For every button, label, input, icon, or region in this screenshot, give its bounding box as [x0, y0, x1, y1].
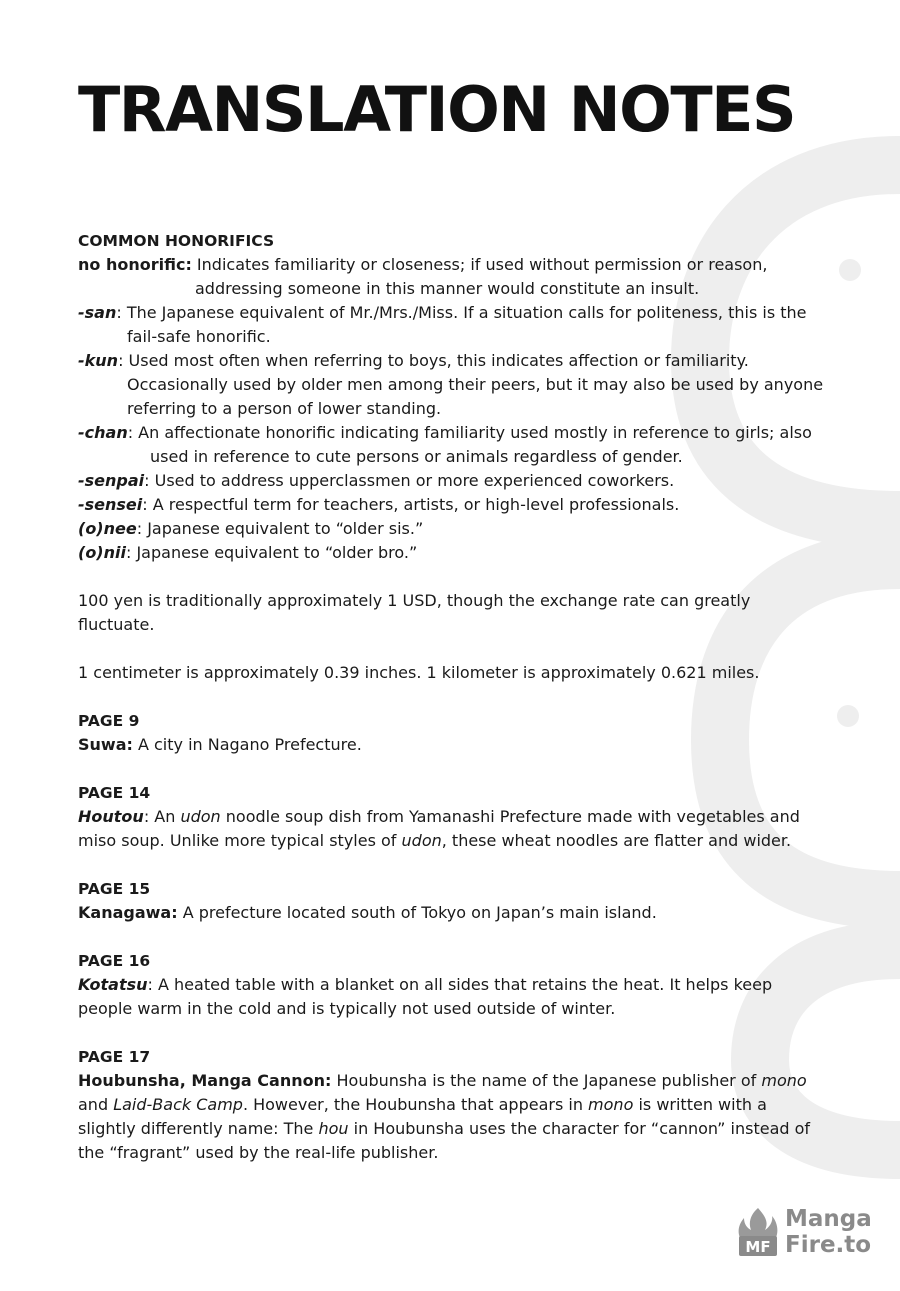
- page-title: TRANSLATION NOTES: [78, 73, 796, 146]
- note-term: Suwa:: [78, 735, 133, 754]
- note-text-segment: and: [78, 1095, 114, 1114]
- page-note: [78, 781, 828, 853]
- watermark-logo: [735, 1202, 875, 1262]
- note-term: Kanagawa:: [78, 903, 178, 922]
- page-number-heading: PAGE 15: [78, 880, 151, 898]
- page-number-heading: PAGE 16: [78, 952, 151, 970]
- honorific-definition: : Japanese equivalent to “older bro.”: [125, 543, 418, 562]
- page-number-heading: PAGE 9: [78, 712, 140, 730]
- note-text-segment: : A heated table with a blanket on all sides that retains the heat. It helps keep people warm in the cold and is typically not used outside of winter.: [78, 975, 773, 1018]
- honorific-term: -kun: [78, 351, 119, 370]
- honorific-item: [78, 301, 828, 349]
- page-note-text: [78, 1069, 828, 1165]
- honorific-item: [78, 541, 828, 565]
- flame-logo-icon: [735, 1206, 781, 1258]
- page-note: [78, 709, 828, 757]
- page-note: [78, 877, 828, 925]
- note-text-segment: : An: [143, 807, 181, 826]
- honorific-definition: : An affectionate honorific indicating familiarity used mostly in reference to girls; also used in reference to cute persons or animals regardless of gender.: [127, 423, 812, 466]
- honorific-item: [78, 493, 828, 517]
- honorific-item: [78, 517, 828, 541]
- note-term: hou: [318, 1119, 349, 1138]
- note-term: Houbunsha, Manga Cannon:: [78, 1071, 332, 1090]
- watermark-line-1: Manga: [785, 1206, 872, 1232]
- honorific-item: [78, 253, 828, 301]
- note-term: Laid-Back Camp: [113, 1095, 243, 1114]
- page-note-text: [78, 805, 828, 853]
- note-text-segment: A prefecture located south of Tokyo on Japan’s main island.: [177, 903, 657, 922]
- note-term: udon: [401, 831, 442, 850]
- honorific-term: no honorific:: [78, 255, 192, 274]
- measurement-note: 1 centimeter is approximately 0.39 inches. 1 kilometer is approximately 0.621 miles.: [78, 663, 760, 682]
- honorific-item: [78, 421, 828, 469]
- page-note-text: [78, 733, 828, 757]
- note-term: Houtou: [78, 807, 144, 826]
- honorific-term: -chan: [78, 423, 128, 442]
- page-number-heading: PAGE 14: [78, 784, 151, 802]
- page-note-text: [78, 973, 828, 1021]
- honorific-item: [78, 469, 828, 493]
- honorific-definition: : Used to address upperclassmen or more experienced coworkers.: [144, 471, 675, 490]
- note-term: mono: [761, 1071, 807, 1090]
- note-text-segment: noodle soup dish from Yamanashi Prefecture made with vegetables and miso soup. Unlike more typical styles of: [78, 807, 800, 850]
- note-text-segment: in Houbunsha uses the character for “cannon” instead of the “fragrant” used by the real-life publisher.: [78, 1119, 811, 1162]
- note-term: udon: [180, 807, 221, 826]
- note-term: mono: [588, 1095, 634, 1114]
- notes-content: [78, 229, 828, 1165]
- honorific-term: (o)nee: [78, 519, 137, 538]
- svg-text:MF: MF: [745, 1238, 771, 1256]
- page-note: [78, 949, 828, 1021]
- honorific-term: -sensei: [78, 495, 143, 514]
- honorific-definition: : A respectful term for teachers, artists, or high-level professionals.: [142, 495, 680, 514]
- honorific-definition: : Used most often when referring to boys, this indicates affection or familiarity. Occasionally used by older men among their peers, but it may also be used by anyone referring to a person of lower standing.: [118, 351, 824, 418]
- note-text-segment: . However, the Houbunsha that appears in: [242, 1095, 589, 1114]
- honorific-item: [78, 349, 828, 421]
- note-text-segment: Houbunsha is the name of the Japanese publisher of: [331, 1071, 762, 1090]
- note-text-segment: , these wheat noodles are flatter and wider.: [441, 831, 792, 850]
- page-note-text: [78, 901, 828, 925]
- currency-note: 100 yen is traditionally approximately 1 USD, though the exchange rate can greatly fluctuate.: [78, 591, 751, 634]
- watermark-line-2: Fire.to: [785, 1232, 872, 1258]
- note-text-segment: A city in Nagano Prefecture.: [132, 735, 362, 754]
- honorific-term: (o)nii: [78, 543, 126, 562]
- note-term: Kotatsu: [78, 975, 148, 994]
- page-notes-list: [78, 709, 828, 1165]
- honorific-definition: : Japanese equivalent to “older sis.”: [136, 519, 424, 538]
- honorific-term: -san: [78, 303, 117, 322]
- honorifics-heading: COMMON HONORIFICS: [78, 232, 275, 250]
- honorific-definition: : The Japanese equivalent of Mr./Mrs./Miss. If a situation calls for politeness, this is the fail-safe honorific.: [116, 303, 807, 346]
- page-note: [78, 1045, 828, 1165]
- note-text-segment: is written with a slightly differently name: The: [78, 1095, 767, 1138]
- honorific-term: -senpai: [78, 471, 145, 490]
- honorific-definition: Indicates familiarity or closeness; if used without permission or reason, addressing someone in this manner would constitute an insult.: [191, 255, 768, 298]
- page-number-heading: PAGE 17: [78, 1048, 151, 1066]
